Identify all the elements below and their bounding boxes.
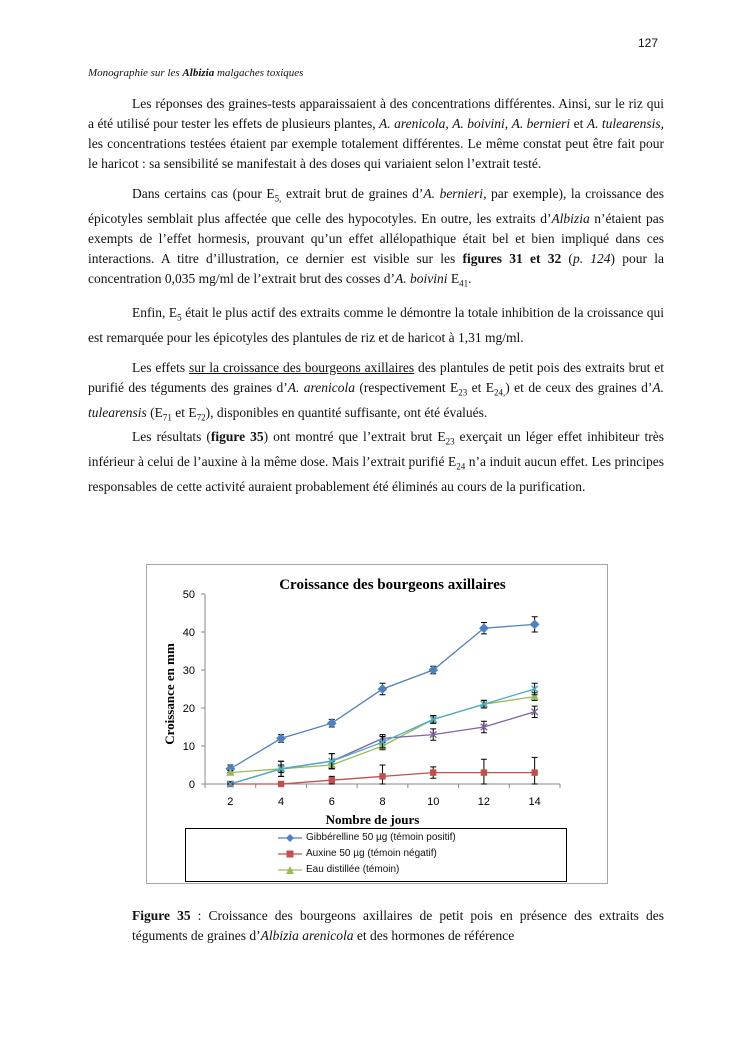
y-tick-label: 20: [182, 703, 195, 715]
x-axis-label: Nombre de jours: [325, 812, 420, 827]
x-tick-label: 4: [278, 796, 285, 808]
figure-35-chart: [146, 564, 608, 884]
data-point: [481, 769, 487, 775]
body-text: [88, 94, 664, 497]
page-number: 127: [638, 36, 659, 50]
chart-title: Croissance des bourgeons axillaires: [279, 577, 506, 593]
y-tick-label: 0: [188, 779, 195, 791]
x-tick-label: 2: [227, 796, 234, 808]
data-point: [531, 769, 537, 775]
data-point: [379, 773, 385, 779]
data-point: [530, 620, 538, 628]
data-point: [278, 781, 284, 787]
running-head-prefix: Monographie sur les: [88, 67, 183, 79]
figure-caption: Figure 35 : Croissance des bourgeons axillaires de petit pois en présence des extraits des téguments de graines d’Albizia arenicola et des hormones de référence: [132, 908, 664, 943]
x-tick-label: 14: [528, 796, 541, 808]
running-head-suffix: malgaches toxiques: [214, 67, 304, 79]
paragraph-3: Enfin, $E_5$ était le plus actif des extraits comme le démontre la totale inhibition de la croissance qui est remarquée pour les épicotyles des plantules de riz et de haricot à 1,31 mg/ml.: [88, 305, 664, 346]
legend-swatch: [278, 833, 302, 843]
chart-legend: [185, 828, 567, 882]
paragraph-2: Dans certains cas (pour $E_{5,}$ extrait brut de graines d’A. bernieri, par exemple), la croissance des épicotyles semblait plus affectée que celle des hypocotyles. En outre, les extraits d’Albizia n’étaient pas exempts de l’effet hormesis, prouvant qu’un effet allélopathique était bel et bien impliqué dans ces interactions. A titre d’illustration, ce dernier est visible sur les figures 31 et 32 (p. 124) pour la concentration 0,035 mg/ml de l’extrait brut des cosses d’A. boivini $E_{41}$.: [88, 186, 664, 289]
legend-label: Auxine 50 µg (témoin négatif): [306, 848, 437, 859]
x-tick-label: 8: [379, 796, 386, 808]
data-point: [329, 777, 335, 783]
data-point: [378, 685, 386, 693]
y-tick-label: 30: [182, 665, 195, 677]
paragraph-4: Les effets sur la croissance des bourgeons axillaires des plantules de petit pois des extraits brut et purifié des téguments des graines d’A. arenicola (respectivement $E_{23}$ et $E_{24,}$) et de ceux des graines d’A. tulearensis ($E_{71}$ et $E_{72}$), disponibles en quantité suffisante, ont été évalués.: [88, 360, 665, 423]
y-axis-label: Croissance en mm: [162, 643, 177, 745]
x-tick-label: 6: [328, 796, 335, 808]
legend-swatch: [278, 849, 302, 859]
legend-label: Eau distillée (témoin): [306, 864, 400, 875]
x-tick-label: 12: [477, 796, 491, 808]
running-head: [88, 67, 303, 79]
running-head-genus: Albizia: [182, 67, 215, 79]
y-tick-label: 40: [182, 627, 195, 639]
legend-swatch: [278, 865, 302, 875]
legend-label: Gibbérelline 50 µg (témoin positif): [306, 832, 456, 843]
paragraph-5: Les résultats (figure 35) ont montré que l’extrait brut $E_{23}$ exerçait un léger effet inhibiteur très inférieur à celui de l’auxine à la même dose. Mais l’extrait purifié $E_{24}$ n’a induit aucun effet. Les principes responsables de cette activité auraient probablement été éliminés au cours de la purification.: [88, 429, 665, 494]
data-point: [430, 769, 436, 775]
y-tick-label: 50: [182, 589, 195, 601]
data-point: [277, 734, 285, 742]
caption-label: Figure 35: [132, 908, 191, 923]
data-point: [328, 719, 336, 727]
x-tick-label: 10: [427, 796, 440, 808]
y-tick-label: 10: [182, 741, 195, 753]
paragraph-1: Les réponses des graines-tests apparaissaient à des concentrations différentes. Ainsi, sur le riz qui a été utilisé pour tester les effets de plusieurs plantes, A. arenicola, A. boivini, A. bernieri et A. tulearensis, les concentrations testées étaient par exemple totalement différentes. Le même constat peut être fait pour le haricot : sa sensibilité se manifestait à des doses qui variaient selon l’extrait testé.: [88, 96, 665, 171]
